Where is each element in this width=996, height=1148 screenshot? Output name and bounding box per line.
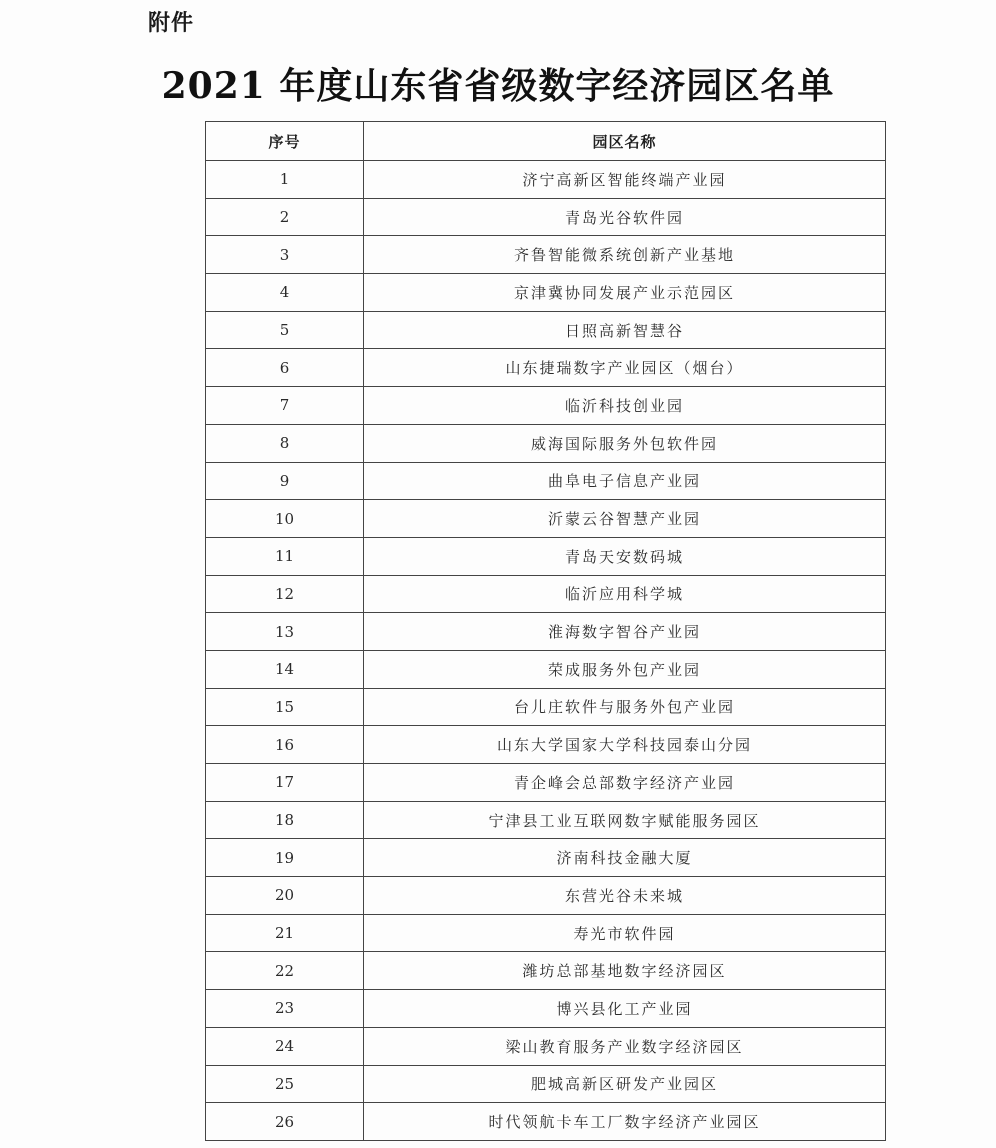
row-number: 10 — [206, 500, 364, 538]
table-body — [206, 161, 886, 1141]
row-number: 14 — [206, 650, 364, 688]
park-name: 山东大学国家大学科技园泰山分园 — [364, 726, 886, 764]
attachment-label: 附件 — [148, 11, 195, 36]
table-header-row — [206, 122, 886, 161]
table-row — [206, 1065, 886, 1103]
table-row — [206, 613, 886, 651]
park-name: 济宁高新区智能终端产业园 — [364, 161, 886, 199]
table-row — [206, 952, 886, 990]
table-row — [206, 877, 886, 915]
table-row — [206, 914, 886, 952]
row-number: 25 — [206, 1065, 364, 1103]
row-number: 22 — [206, 952, 364, 990]
park-name: 台儿庄软件与服务外包产业园 — [364, 688, 886, 726]
park-name: 临沂应用科学城 — [364, 575, 886, 613]
row-number: 6 — [206, 349, 364, 387]
park-name: 济南科技金融大厦 — [364, 839, 886, 877]
park-name: 青岛光谷软件园 — [364, 198, 886, 236]
table-row — [206, 1027, 886, 1065]
park-name: 博兴县化工产业园 — [364, 990, 886, 1028]
table-row — [206, 801, 886, 839]
park-name: 日照高新智慧谷 — [364, 311, 886, 349]
table-row — [206, 198, 886, 236]
row-number: 24 — [206, 1027, 364, 1065]
row-number: 17 — [206, 764, 364, 802]
park-name: 沂蒙云谷智慧产业园 — [364, 500, 886, 538]
row-number: 21 — [206, 914, 364, 952]
park-name: 京津冀协同发展产业示范园区 — [364, 274, 886, 312]
table-row — [206, 726, 886, 764]
park-name: 山东捷瑞数字产业园区（烟台） — [364, 349, 886, 387]
park-name: 肥城高新区研发产业园区 — [364, 1065, 886, 1103]
park-name: 青企峰会总部数字经济产业园 — [364, 764, 886, 802]
row-number: 23 — [206, 990, 364, 1028]
park-name: 宁津县工业互联网数字赋能服务园区 — [364, 801, 886, 839]
table-row — [206, 311, 886, 349]
row-number: 7 — [206, 387, 364, 425]
table-row — [206, 462, 886, 500]
park-name: 威海国际服务外包软件园 — [364, 424, 886, 462]
row-number: 26 — [206, 1103, 364, 1141]
park-name: 青岛天安数码城 — [364, 537, 886, 575]
table-row — [206, 764, 886, 802]
row-number: 13 — [206, 613, 364, 651]
table-row — [206, 688, 886, 726]
table-row — [206, 387, 886, 425]
table-row — [206, 990, 886, 1028]
park-name: 东营光谷未来城 — [364, 877, 886, 915]
table-row — [206, 349, 886, 387]
header-name: 园区名称 — [364, 122, 886, 161]
park-name: 时代领航卡车工厂数字经济产业园区 — [364, 1103, 886, 1141]
table-row — [206, 236, 886, 274]
row-number: 12 — [206, 575, 364, 613]
row-number: 19 — [206, 839, 364, 877]
table-row — [206, 650, 886, 688]
row-number: 5 — [206, 311, 364, 349]
park-name: 临沂科技创业园 — [364, 387, 886, 425]
park-name: 寿光市软件园 — [364, 914, 886, 952]
row-number: 4 — [206, 274, 364, 312]
park-list-table — [205, 121, 886, 1141]
table-row — [206, 500, 886, 538]
header-number: 序号 — [206, 122, 364, 161]
row-number: 15 — [206, 688, 364, 726]
row-number: 2 — [206, 198, 364, 236]
table-row — [206, 575, 886, 613]
park-name: 淮海数字智谷产业园 — [364, 613, 886, 651]
row-number: 16 — [206, 726, 364, 764]
document-title: 2021 年度山东省省级数字经济园区名单 — [161, 65, 835, 107]
table-row — [206, 161, 886, 199]
row-number: 3 — [206, 236, 364, 274]
table-row — [206, 1103, 886, 1141]
row-number: 9 — [206, 462, 364, 500]
table-row — [206, 537, 886, 575]
table-row — [206, 274, 886, 312]
row-number: 1 — [206, 161, 364, 199]
park-name: 潍坊总部基地数字经济园区 — [364, 952, 886, 990]
table-row — [206, 839, 886, 877]
park-name: 齐鲁智能微系统创新产业基地 — [364, 236, 886, 274]
row-number: 18 — [206, 801, 364, 839]
park-name: 梁山教育服务产业数字经济园区 — [364, 1027, 886, 1065]
park-name: 荣成服务外包产业园 — [364, 650, 886, 688]
row-number: 11 — [206, 537, 364, 575]
park-name: 曲阜电子信息产业园 — [364, 462, 886, 500]
row-number: 20 — [206, 877, 364, 915]
row-number: 8 — [206, 424, 364, 462]
table-row — [206, 424, 886, 462]
